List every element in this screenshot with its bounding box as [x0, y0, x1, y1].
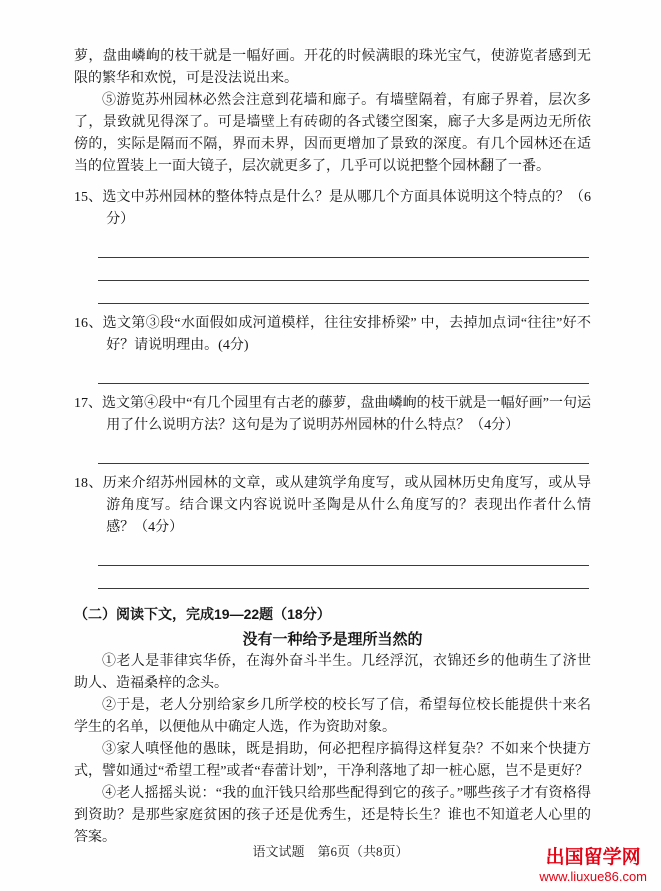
answer-line — [98, 361, 589, 384]
page-footer: 语文试题 第6页（共8页） — [252, 844, 409, 859]
watermark-url: www.liuxue86.com — [539, 869, 647, 885]
passage-2-paragraph-1: ①老人是菲律宾华侨，在海外奋斗半生。几经浮沉，衣锦还乡的他萌生了济世助人、造福桑梓的念头。 — [74, 654, 591, 691]
answer-lines-q16 — [74, 361, 591, 384]
passage-paragraph-5: ⑤游览苏州园林必然会注意到花墙和廊子。有墙壁隔着，有廊子界着，层次多了，景致就见得深了。可是墙壁上有砖砌的各式镂空图案，廊子大多是两边无所依傍的，实际是隔而不隔，界而未界，因而更增加了景致的深度。有几个园林还在适当的位置装上一面大镜子，层次就更多了，几乎可以说把整个园林翻了一番。 — [74, 93, 591, 174]
answer-line — [98, 235, 589, 258]
answer-lines-q17 — [74, 441, 591, 464]
answer-lines-q15 — [74, 235, 591, 304]
question-17: 17、选文第④段中“有几个园里有古老的藤萝，盘曲嶙峋的枝干就是一幅好画”一句运用了什么说明方法？这句是为了说明苏州园林的什么特点？（4分） — [74, 396, 591, 433]
passage-2-paragraph-3: ③家人嗔怪他的愚昧，既是捐助，何必把程序搞得这样复杂？不如来个快捷方式，譬如通过“希望工程”或者“春蕾计划”，干净利落地了却一桩心愿，岂不是更好？ — [74, 742, 591, 779]
passage-2-title: 没有一种给予是理所当然的 — [242, 631, 423, 648]
question-15: 15、选文中苏州园林的整体特点是什么？是从哪几个方面具体说明这个特点的？（6分） — [74, 190, 591, 227]
passage-paragraph-continuation: 萝，盘曲嶙峋的枝干就是一幅好画。开花的时候满眼的珠光宝气，使游览者感到无限的繁华和欢悦，可是没法说出来。 — [74, 49, 591, 86]
question-16: 16、选文第③段“水面假如成河道模样，往往安排桥梁” 中，去掉加点词“往往”好不好？请说明理由。(4分) — [74, 316, 591, 353]
watermark-brand: 出国留学网 — [545, 846, 641, 868]
answer-line — [98, 566, 589, 589]
section-2-header: （二）阅读下文，完成19—22题（18分） — [74, 606, 331, 622]
watermark — [539, 847, 647, 885]
answer-line — [98, 281, 589, 304]
answer-lines-q18 — [74, 543, 591, 589]
passage-2-paragraph-4: ④老人摇摇头说：“我的血汗钱只给那些配得到它的孩子。”哪些孩子才有资格得到资助？是那些家庭贫困的孩子还是优秀生，还是特长生？谁也不知道老人心里的答案。 — [74, 786, 591, 845]
answer-line — [98, 258, 589, 281]
answer-line — [98, 441, 589, 464]
answer-line — [98, 543, 589, 566]
passage-2-paragraph-2: ②于是，老人分别给家乡几所学校的校长写了信，希望每位校长能提供十来名学生的名单，以便他从中确定人选，作为资助对象。 — [74, 698, 591, 735]
question-18: 18、历来介绍苏州园林的文章，或从建筑学角度写，或从园林历史角度写，或从导游角度写。结合课文内容说说叶圣陶是从什么角度写的？表现出作者什么情感？（4分） — [74, 476, 591, 535]
